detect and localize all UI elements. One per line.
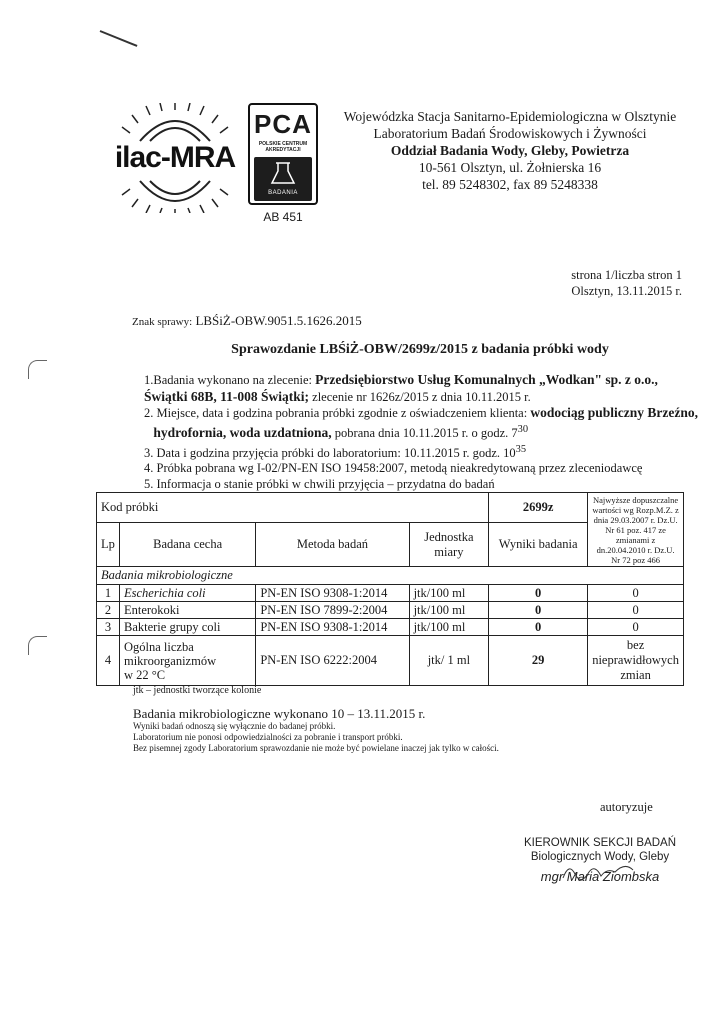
report-title: Sprawozdanie LBŚiŻ-OBW/2699z/2015 z badania próbki wody [231, 342, 609, 357]
cell-lp: 2 [97, 602, 120, 619]
issue-date: Olsztyn, 13.11.2015 r. [571, 284, 682, 298]
client-address: Świątki 68B, 11-008 Świątki; [144, 388, 310, 404]
time-minutes: 30 [517, 423, 529, 435]
ilac-logo-text: ilac-MRA [114, 141, 236, 174]
institution-phone: tel. 89 5248302, fax 89 5248338 [422, 177, 598, 192]
cell-norma: 0 [588, 619, 684, 636]
case-number [132, 313, 362, 329]
pca-title: PCA [254, 109, 312, 139]
stamp-name: mgr Maria Ziombska [540, 869, 660, 884]
institution-line: Laboratorium Badań Środowiskowych i Żywności [373, 126, 647, 141]
stamp-line: KIEROWNIK SEKCJI BADAŃ [523, 837, 677, 849]
authorize-label: autoryzuje [600, 800, 653, 814]
pca-badania-label: BADANIA [268, 190, 298, 196]
item-text: 3. Data i godzina przyjęcia próbki do laboratorium: 10.11.2015 r. godz. 10 [144, 445, 516, 460]
legal-note: Wyniki badań odnoszą się wyłącznie do badanej próbki. [133, 721, 336, 731]
institution-line: Wojewódzka Stacja Sanitarno-Epidemiologiczna w Olsztynie [343, 109, 677, 124]
item-3 [144, 442, 704, 462]
table-row [97, 636, 684, 686]
cell-cecha [119, 636, 255, 686]
institution-header [330, 108, 690, 193]
page-info [480, 267, 682, 299]
table-row [97, 585, 684, 602]
cell-jednostka: jtk/100 ml [409, 602, 489, 619]
cell-cecha: Bakterie grupy coli [119, 619, 255, 636]
pca-subtitle-line: AKREDYTACJI [265, 147, 301, 153]
stamp-line: Biologicznych Wody, Gleby [530, 851, 670, 863]
pca-badge [254, 157, 312, 201]
cell-norma: 0 [588, 602, 684, 619]
cell-wynik: 0 [489, 619, 588, 636]
cell-metoda: PN-EN ISO 9308-1:2014 [256, 619, 409, 636]
results-table [96, 492, 684, 686]
item-text: 2. Miejsce, data i godzina pobrania próbki zgodnie z oświadczeniem klienta: [144, 406, 531, 421]
item-text: pobrana dnia 10.11.2015 r. o godz. 7 [331, 425, 518, 440]
cell-lp: 1 [97, 585, 120, 602]
header-cecha: Badana cecha [119, 523, 255, 567]
pen-mark [100, 30, 138, 47]
accreditation-number: AB 451 [263, 210, 303, 224]
header-metoda: Metoda badań [256, 523, 409, 567]
cell-wynik: 29 [489, 636, 588, 686]
sample-code: 2699z [489, 493, 588, 523]
margin-mark [28, 636, 47, 655]
table-row [97, 493, 684, 523]
legal-note: Laboratorium nie ponosi odpowiedzialności za pobranie i transport próbki. [133, 732, 403, 742]
pca-subtitle-line: POLSKIE CENTRUM [258, 141, 308, 147]
cell-jednostka: jtk/ 1 ml [409, 636, 489, 686]
norms-header: Najwyższe dopuszczalne wartości wg Rozp.M.Z. z dnia 29.03.2007 r. Dz.U. Nr 61 poz. 417 ze zmianami z dn.20.04.2010 r. Dz.U. Nr 72 poz 466 [588, 493, 684, 567]
section-row [97, 567, 684, 585]
case-number-value: LBŚiŻ-OBW.9051.5.1626.2015 [195, 313, 362, 328]
report-items [144, 372, 704, 492]
sampling-place: hydrofornia, woda uzdatniona, [153, 424, 332, 440]
cell-jednostka: jtk/100 ml [409, 585, 489, 602]
cell-cecha-line: Ogólna liczba [123, 639, 194, 654]
pca-logo [248, 103, 318, 205]
cell-metoda: PN-EN ISO 6222:2004 [256, 636, 409, 686]
flask-icon [254, 157, 312, 189]
cell-cecha: Escherichia coli [119, 585, 255, 602]
time-minutes: 35 [515, 443, 527, 455]
item-text: zlecenie nr 1626z/2015 z dnia 10.11.2015 r. [309, 389, 531, 404]
cell-lp: 4 [97, 636, 120, 686]
cell-metoda: PN-EN ISO 9308-1:2014 [256, 585, 409, 602]
header-jednostka: Jednostka miary [409, 523, 489, 567]
table-row [97, 602, 684, 619]
signature-icon [555, 858, 655, 888]
item-5: 5. Informacja o stanie próbki w chwili przyjęcia – przydatna do badań [144, 476, 495, 491]
cell-wynik: 0 [489, 585, 588, 602]
header-lp: Lp [97, 523, 120, 567]
pca-subtitle [250, 141, 316, 153]
header-wyniki: Wyniki badania [489, 523, 588, 567]
ilac-mra-logo [110, 103, 240, 213]
legal-note: Bez pisemnej zgody Laboratorium sprawozdanie nie może być powielane inaczej jak tylko w całości. [133, 743, 499, 753]
margin-mark [28, 360, 47, 379]
section-label: Badania mikrobiologiczne [97, 567, 684, 585]
legal-notes [133, 721, 499, 754]
institution-department: Oddział Badania Wody, Gleby, Powietrza [390, 143, 630, 158]
item-4: 4. Próbka pobrana wg I-02/PN-EN ISO 19458:2007, metodą nieakredytowaną przez zleceniodawcę [144, 461, 643, 476]
unit-note: jtk – jednostki tworzące kolonie [133, 685, 262, 696]
case-number-label: Znak sprawy: [132, 316, 193, 328]
cell-lp: 3 [97, 619, 120, 636]
client-name: Przedsiębiorstwo Usług Komunalnych „Wodkan" sp. z o.o., [315, 372, 658, 387]
institution-address: 10-561 Olsztyn, ul. Żołnierska 16 [418, 160, 602, 175]
sampling-place: wodociąg publiczny Brzeźno, [530, 405, 698, 421]
cell-wynik: 0 [489, 602, 588, 619]
cell-metoda: PN-EN ISO 7899-2:2004 [256, 602, 409, 619]
cell-cecha-line: mikroorganizmów [123, 653, 217, 668]
testing-dates: Badania mikrobiologiczne wykonano 10 – 13.11.2015 r. [133, 706, 426, 721]
cell-jednostka: jtk/100 ml [409, 619, 489, 636]
cell-cecha-line: w 22 °C [123, 667, 166, 682]
item-text: 1.Badania wykonano na zlecenie: [144, 373, 316, 387]
item-2 [144, 405, 704, 441]
cell-cecha: Enterokoki [119, 602, 255, 619]
page-count: strona 1/liczba stron 1 [571, 268, 682, 282]
cell-norma: bez nieprawidłowych zmian [588, 636, 684, 686]
table-row [97, 619, 684, 636]
sample-code-label: Kod próbki [97, 493, 489, 523]
cell-norma: 0 [588, 585, 684, 602]
item-1 [144, 372, 704, 405]
